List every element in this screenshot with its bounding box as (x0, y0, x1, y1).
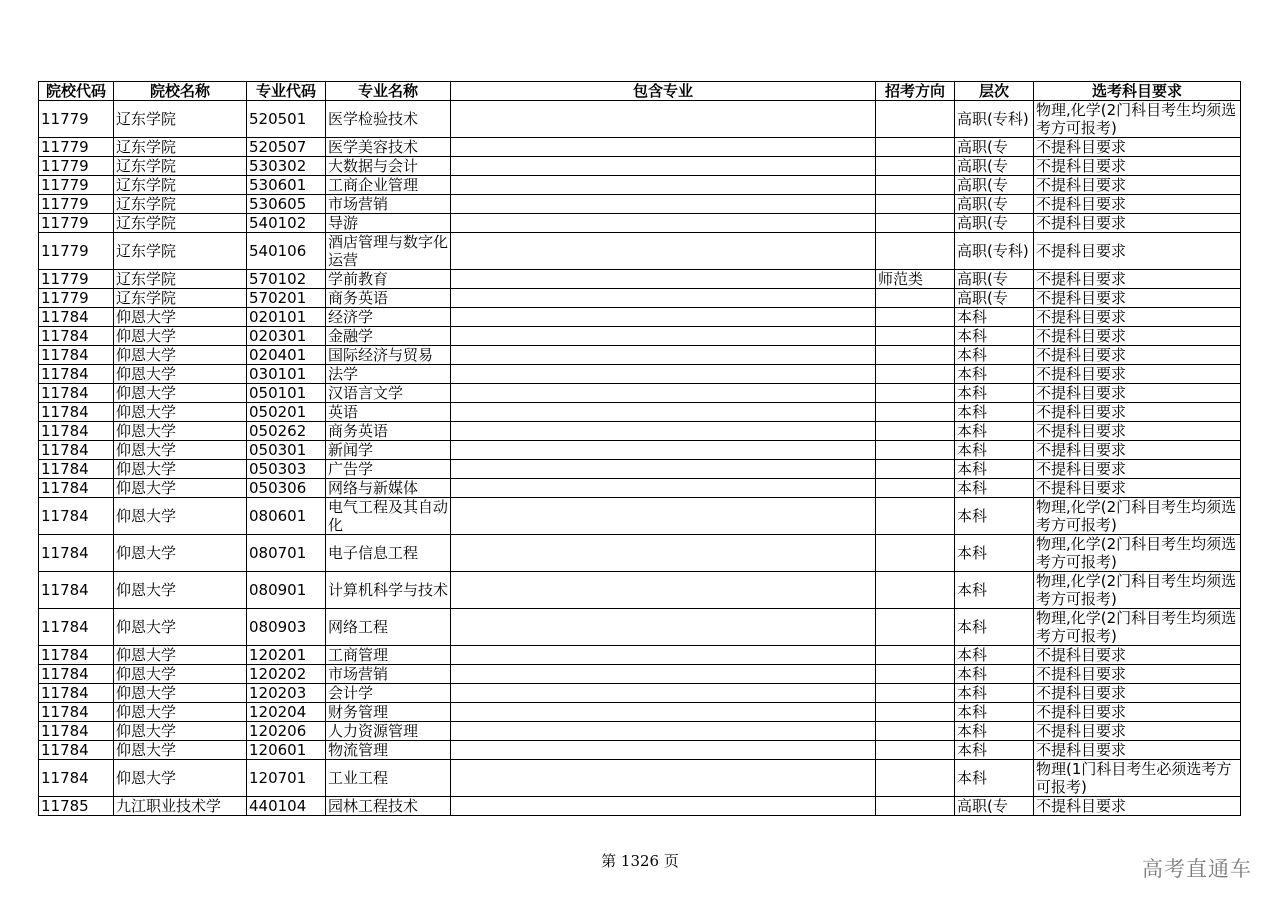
cell-subject-requirement: 不提科目要求 (1034, 741, 1241, 760)
cell-major-code: 050301 (247, 441, 326, 460)
cell-included-majors (451, 684, 876, 703)
cell-major-code: 020101 (247, 308, 326, 327)
cell-direction (876, 346, 955, 365)
cell-school-code: 11784 (39, 441, 114, 460)
cell-direction (876, 327, 955, 346)
cell-level: 本科 (955, 722, 1034, 741)
cell-major-name: 电子信息工程 (326, 535, 451, 572)
table-row (39, 233, 1241, 270)
cell-major-name: 网络与新媒体 (326, 479, 451, 498)
cell-subject-requirement: 物理,化学(2门科目考生均须选考方可报考) (1034, 572, 1241, 609)
cell-school-code: 11779 (39, 233, 114, 270)
cell-school-code: 11779 (39, 270, 114, 289)
table-row (39, 797, 1241, 816)
cell-major-code: 530601 (247, 176, 326, 195)
header-included-majors: 包含专业 (451, 82, 876, 101)
cell-school-code: 11779 (39, 214, 114, 233)
cell-major-code: 030101 (247, 365, 326, 384)
cell-level: 高职(专科) (955, 101, 1034, 138)
cell-school-code: 11784 (39, 308, 114, 327)
cell-level: 本科 (955, 684, 1034, 703)
cell-direction (876, 760, 955, 797)
cell-major-name: 金融学 (326, 327, 451, 346)
cell-level: 本科 (955, 703, 1034, 722)
cell-included-majors (451, 403, 876, 422)
cell-direction (876, 722, 955, 741)
cell-included-majors (451, 572, 876, 609)
cell-school-code: 11784 (39, 609, 114, 646)
cell-included-majors (451, 535, 876, 572)
cell-direction (876, 176, 955, 195)
cell-direction (876, 289, 955, 308)
cell-school-code: 11784 (39, 498, 114, 535)
table-row (39, 760, 1241, 797)
cell-direction (876, 479, 955, 498)
cell-school-name: 仰恩大学 (114, 741, 247, 760)
cell-included-majors (451, 327, 876, 346)
table-row (39, 270, 1241, 289)
cell-level: 本科 (955, 665, 1034, 684)
cell-subject-requirement: 不提科目要求 (1034, 233, 1241, 270)
cell-school-name: 仰恩大学 (114, 684, 247, 703)
cell-school-name: 辽东学院 (114, 233, 247, 270)
cell-major-code: 080601 (247, 498, 326, 535)
cell-school-name: 仰恩大学 (114, 403, 247, 422)
cell-level: 高职(专 (955, 270, 1034, 289)
cell-subject-requirement: 不提科目要求 (1034, 365, 1241, 384)
cell-major-name: 商务英语 (326, 422, 451, 441)
cell-school-name: 仰恩大学 (114, 365, 247, 384)
cell-direction (876, 233, 955, 270)
cell-direction: 师范类 (876, 270, 955, 289)
cell-subject-requirement: 不提科目要求 (1034, 479, 1241, 498)
cell-included-majors (451, 741, 876, 760)
cell-school-name: 辽东学院 (114, 101, 247, 138)
table-row (39, 722, 1241, 741)
cell-direction (876, 460, 955, 479)
table-row (39, 214, 1241, 233)
cell-level: 本科 (955, 365, 1034, 384)
cell-school-code: 11784 (39, 684, 114, 703)
cell-major-code: 540102 (247, 214, 326, 233)
cell-school-name: 辽东学院 (114, 289, 247, 308)
cell-school-code: 11779 (39, 138, 114, 157)
cell-major-name: 导游 (326, 214, 451, 233)
cell-direction (876, 157, 955, 176)
cell-major-code: 120204 (247, 703, 326, 722)
cell-major-code: 530302 (247, 157, 326, 176)
table-row (39, 289, 1241, 308)
cell-major-name: 物流管理 (326, 741, 451, 760)
cell-major-code: 020401 (247, 346, 326, 365)
table-row (39, 684, 1241, 703)
cell-included-majors (451, 460, 876, 479)
watermark-logo-text: 高考直通车 (1142, 857, 1252, 881)
cell-level: 本科 (955, 308, 1034, 327)
cell-included-majors (451, 233, 876, 270)
cell-direction (876, 441, 955, 460)
cell-included-majors (451, 101, 876, 138)
cell-subject-requirement: 不提科目要求 (1034, 384, 1241, 403)
cell-school-code: 11784 (39, 722, 114, 741)
cell-major-code: 540106 (247, 233, 326, 270)
cell-school-name: 仰恩大学 (114, 760, 247, 797)
cell-school-name: 仰恩大学 (114, 646, 247, 665)
table-row (39, 665, 1241, 684)
cell-school-name: 仰恩大学 (114, 346, 247, 365)
table-header-row (39, 82, 1241, 101)
cell-direction (876, 384, 955, 403)
cell-school-code: 11779 (39, 195, 114, 214)
cell-subject-requirement: 不提科目要求 (1034, 157, 1241, 176)
cell-level: 高职(专 (955, 157, 1034, 176)
cell-major-name: 工业工程 (326, 760, 451, 797)
cell-included-majors (451, 609, 876, 646)
cell-school-code: 11784 (39, 535, 114, 572)
table-row (39, 384, 1241, 403)
cell-school-name: 仰恩大学 (114, 460, 247, 479)
cell-included-majors (451, 703, 876, 722)
cell-included-majors (451, 308, 876, 327)
cell-included-majors (451, 270, 876, 289)
cell-major-code: 080701 (247, 535, 326, 572)
table-row (39, 535, 1241, 572)
header-direction: 招考方向 (876, 82, 955, 101)
cell-major-code: 570201 (247, 289, 326, 308)
cell-subject-requirement: 不提科目要求 (1034, 176, 1241, 195)
table-row (39, 157, 1241, 176)
cell-direction (876, 403, 955, 422)
cell-school-name: 辽东学院 (114, 138, 247, 157)
cell-school-code: 11784 (39, 327, 114, 346)
page-number: 第 1326 页 (601, 852, 679, 870)
table-row (39, 572, 1241, 609)
cell-major-code: 050262 (247, 422, 326, 441)
cell-major-code: 520501 (247, 101, 326, 138)
cell-direction (876, 665, 955, 684)
cell-subject-requirement: 不提科目要求 (1034, 460, 1241, 479)
table-row (39, 138, 1241, 157)
cell-major-code: 050303 (247, 460, 326, 479)
cell-subject-requirement: 不提科目要求 (1034, 138, 1241, 157)
table-row (39, 646, 1241, 665)
admission-table (38, 81, 1241, 816)
cell-major-name: 酒店管理与数字化运营 (326, 233, 451, 270)
cell-subject-requirement: 不提科目要求 (1034, 665, 1241, 684)
cell-school-code: 11779 (39, 176, 114, 195)
cell-school-name: 仰恩大学 (114, 308, 247, 327)
cell-level: 本科 (955, 498, 1034, 535)
cell-subject-requirement: 不提科目要求 (1034, 797, 1241, 816)
cell-major-name: 电气工程及其自动化 (326, 498, 451, 535)
table-row (39, 741, 1241, 760)
cell-included-majors (451, 346, 876, 365)
cell-school-code: 11784 (39, 460, 114, 479)
cell-level: 高职(专 (955, 214, 1034, 233)
cell-subject-requirement: 不提科目要求 (1034, 270, 1241, 289)
cell-school-code: 11784 (39, 665, 114, 684)
cell-major-name: 计算机科学与技术 (326, 572, 451, 609)
cell-direction (876, 609, 955, 646)
cell-subject-requirement: 不提科目要求 (1034, 703, 1241, 722)
cell-major-code: 120206 (247, 722, 326, 741)
cell-included-majors (451, 797, 876, 816)
cell-school-code: 11784 (39, 572, 114, 609)
cell-direction (876, 365, 955, 384)
cell-subject-requirement: 物理,化学(2门科目考生均须选考方可报考) (1034, 101, 1241, 138)
cell-major-code: 050201 (247, 403, 326, 422)
cell-major-code: 120701 (247, 760, 326, 797)
cell-direction (876, 214, 955, 233)
cell-major-code: 120201 (247, 646, 326, 665)
table-row (39, 703, 1241, 722)
cell-major-name: 新闻学 (326, 441, 451, 460)
cell-major-code: 050306 (247, 479, 326, 498)
cell-school-name: 辽东学院 (114, 195, 247, 214)
cell-school-name: 仰恩大学 (114, 665, 247, 684)
cell-level: 高职(专 (955, 289, 1034, 308)
cell-school-code: 11784 (39, 760, 114, 797)
table-row (39, 327, 1241, 346)
cell-level: 高职(专 (955, 797, 1034, 816)
cell-direction (876, 684, 955, 703)
cell-level: 本科 (955, 422, 1034, 441)
header-school-code: 院校代码 (39, 82, 114, 101)
cell-included-majors (451, 214, 876, 233)
cell-major-name: 大数据与会计 (326, 157, 451, 176)
cell-major-name: 法学 (326, 365, 451, 384)
header-level: 层次 (955, 82, 1034, 101)
cell-level: 本科 (955, 460, 1034, 479)
cell-school-name: 仰恩大学 (114, 535, 247, 572)
cell-major-code: 050101 (247, 384, 326, 403)
cell-school-name: 仰恩大学 (114, 479, 247, 498)
cell-major-name: 学前教育 (326, 270, 451, 289)
cell-subject-requirement: 不提科目要求 (1034, 403, 1241, 422)
header-major-code: 专业代码 (247, 82, 326, 101)
cell-direction (876, 703, 955, 722)
cell-major-code: 120203 (247, 684, 326, 703)
cell-subject-requirement: 物理(1门科目考生必须选考方可报考) (1034, 760, 1241, 797)
cell-major-name: 工商管理 (326, 646, 451, 665)
cell-level: 高职(专 (955, 176, 1034, 195)
cell-subject-requirement: 不提科目要求 (1034, 441, 1241, 460)
cell-included-majors (451, 498, 876, 535)
cell-included-majors (451, 195, 876, 214)
cell-major-name: 园林工程技术 (326, 797, 451, 816)
cell-school-name: 仰恩大学 (114, 722, 247, 741)
cell-level: 本科 (955, 646, 1034, 665)
cell-major-code: 020301 (247, 327, 326, 346)
cell-school-code: 11784 (39, 403, 114, 422)
cell-school-name: 辽东学院 (114, 157, 247, 176)
table-row (39, 441, 1241, 460)
cell-included-majors (451, 722, 876, 741)
cell-major-name: 网络工程 (326, 609, 451, 646)
cell-major-name: 国际经济与贸易 (326, 346, 451, 365)
table-row (39, 101, 1241, 138)
cell-level: 本科 (955, 479, 1034, 498)
cell-school-name: 仰恩大学 (114, 441, 247, 460)
cell-school-code: 11784 (39, 741, 114, 760)
cell-school-name: 仰恩大学 (114, 703, 247, 722)
cell-major-code: 530605 (247, 195, 326, 214)
table-row (39, 422, 1241, 441)
cell-direction (876, 498, 955, 535)
cell-level: 高职(专 (955, 138, 1034, 157)
cell-major-code: 080901 (247, 572, 326, 609)
cell-subject-requirement: 物理,化学(2门科目考生均须选考方可报考) (1034, 498, 1241, 535)
cell-school-code: 11784 (39, 703, 114, 722)
cell-subject-requirement: 不提科目要求 (1034, 289, 1241, 308)
cell-included-majors (451, 760, 876, 797)
cell-major-name: 市场营销 (326, 195, 451, 214)
cell-level: 本科 (955, 741, 1034, 760)
cell-major-code: 120202 (247, 665, 326, 684)
cell-subject-requirement: 物理,化学(2门科目考生均须选考方可报考) (1034, 609, 1241, 646)
cell-school-code: 11779 (39, 101, 114, 138)
cell-school-name: 仰恩大学 (114, 384, 247, 403)
cell-subject-requirement: 不提科目要求 (1034, 684, 1241, 703)
cell-included-majors (451, 441, 876, 460)
cell-major-name: 医学检验技术 (326, 101, 451, 138)
table-row (39, 498, 1241, 535)
cell-major-name: 广告学 (326, 460, 451, 479)
header-major-name: 专业名称 (326, 82, 451, 101)
table-row (39, 609, 1241, 646)
cell-level: 本科 (955, 384, 1034, 403)
cell-school-code: 11779 (39, 289, 114, 308)
cell-major-name: 人力资源管理 (326, 722, 451, 741)
cell-direction (876, 572, 955, 609)
cell-direction (876, 741, 955, 760)
cell-level: 本科 (955, 441, 1034, 460)
cell-direction (876, 101, 955, 138)
cell-school-name: 辽东学院 (114, 214, 247, 233)
cell-school-name: 仰恩大学 (114, 498, 247, 535)
cell-school-name: 仰恩大学 (114, 572, 247, 609)
cell-major-name: 财务管理 (326, 703, 451, 722)
table-row (39, 460, 1241, 479)
cell-subject-requirement: 不提科目要求 (1034, 308, 1241, 327)
cell-major-name: 医学美容技术 (326, 138, 451, 157)
cell-school-code: 11784 (39, 646, 114, 665)
cell-level: 本科 (955, 760, 1034, 797)
table-row (39, 346, 1241, 365)
cell-school-code: 11779 (39, 157, 114, 176)
cell-major-name: 汉语言文学 (326, 384, 451, 403)
cell-subject-requirement: 不提科目要求 (1034, 214, 1241, 233)
cell-major-name: 工商企业管理 (326, 176, 451, 195)
cell-school-code: 11784 (39, 384, 114, 403)
cell-direction (876, 797, 955, 816)
cell-direction (876, 646, 955, 665)
cell-level: 高职(专科) (955, 233, 1034, 270)
cell-school-name: 九江职业技术学 (114, 797, 247, 816)
cell-major-name: 经济学 (326, 308, 451, 327)
cell-school-name: 辽东学院 (114, 176, 247, 195)
cell-direction (876, 195, 955, 214)
table-row (39, 195, 1241, 214)
table-row (39, 176, 1241, 195)
cell-level: 本科 (955, 403, 1034, 422)
cell-subject-requirement: 物理,化学(2门科目考生均须选考方可报考) (1034, 535, 1241, 572)
cell-subject-requirement: 不提科目要求 (1034, 327, 1241, 346)
cell-major-name: 会计学 (326, 684, 451, 703)
cell-school-code: 11784 (39, 422, 114, 441)
cell-major-name: 商务英语 (326, 289, 451, 308)
cell-major-name: 市场营销 (326, 665, 451, 684)
cell-subject-requirement: 不提科目要求 (1034, 195, 1241, 214)
table-row (39, 403, 1241, 422)
table-row (39, 479, 1241, 498)
cell-school-name: 仰恩大学 (114, 609, 247, 646)
cell-included-majors (451, 138, 876, 157)
cell-subject-requirement: 不提科目要求 (1034, 422, 1241, 441)
cell-level: 本科 (955, 535, 1034, 572)
cell-subject-requirement: 不提科目要求 (1034, 722, 1241, 741)
cell-included-majors (451, 365, 876, 384)
cell-level: 本科 (955, 572, 1034, 609)
cell-included-majors (451, 384, 876, 403)
header-subject-requirement: 选考科目要求 (1034, 82, 1241, 101)
cell-included-majors (451, 176, 876, 195)
table-row (39, 365, 1241, 384)
cell-major-code: 440104 (247, 797, 326, 816)
cell-school-name: 仰恩大学 (114, 327, 247, 346)
table-body (39, 101, 1241, 816)
cell-direction (876, 422, 955, 441)
cell-included-majors (451, 422, 876, 441)
cell-direction (876, 535, 955, 572)
cell-major-code: 570102 (247, 270, 326, 289)
cell-school-code: 11784 (39, 346, 114, 365)
cell-level: 高职(专 (955, 195, 1034, 214)
table-row (39, 308, 1241, 327)
cell-included-majors (451, 665, 876, 684)
cell-school-name: 仰恩大学 (114, 422, 247, 441)
cell-subject-requirement: 不提科目要求 (1034, 346, 1241, 365)
cell-included-majors (451, 289, 876, 308)
cell-level: 本科 (955, 327, 1034, 346)
cell-direction (876, 308, 955, 327)
cell-major-name: 英语 (326, 403, 451, 422)
cell-school-code: 11785 (39, 797, 114, 816)
cell-subject-requirement: 不提科目要求 (1034, 646, 1241, 665)
cell-major-code: 120601 (247, 741, 326, 760)
header-school-name: 院校名称 (114, 82, 247, 101)
cell-major-code: 520507 (247, 138, 326, 157)
cell-direction (876, 138, 955, 157)
cell-level: 本科 (955, 346, 1034, 365)
cell-level: 本科 (955, 609, 1034, 646)
cell-included-majors (451, 479, 876, 498)
cell-school-code: 11784 (39, 479, 114, 498)
cell-included-majors (451, 646, 876, 665)
cell-major-code: 080903 (247, 609, 326, 646)
cell-school-name: 辽东学院 (114, 270, 247, 289)
cell-included-majors (451, 157, 876, 176)
cell-school-code: 11784 (39, 365, 114, 384)
